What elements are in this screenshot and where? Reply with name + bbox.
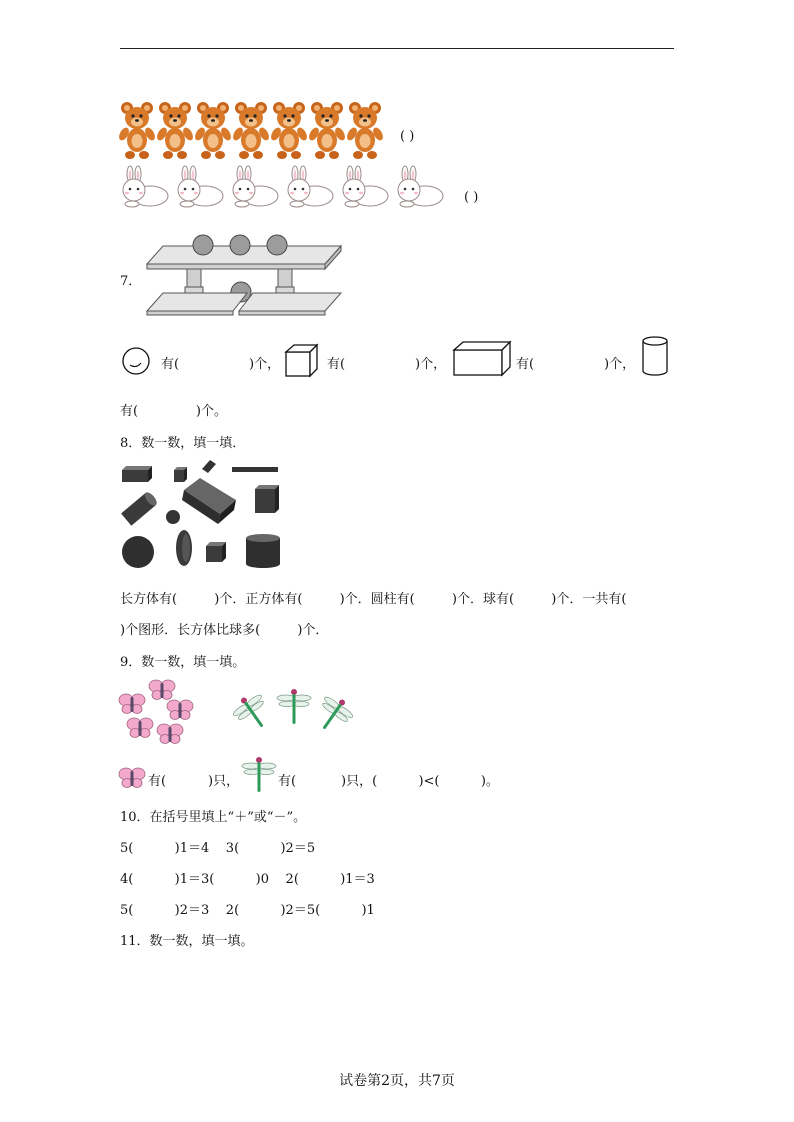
q7-cylinder-line: 有( )个。 — [120, 404, 227, 419]
q8-line2: )个图形．长方体比球多( )个． — [120, 623, 329, 638]
dragonflies-figure — [234, 684, 358, 734]
q9-butterfly-blank-open: 有( — [148, 774, 167, 789]
q9-compare-line: )只，( )<( )。 — [341, 774, 499, 789]
q10-title: 10．在括号里填上“＋”或“－”。 — [120, 810, 307, 825]
q10-row-3: 5( )2＝3 2( )2＝5( )1 — [120, 903, 375, 918]
q11-title: 11．数一数，填一填。 — [120, 934, 254, 949]
butterfly-icon — [118, 766, 146, 790]
rabbits-answer-blank[interactable]: ( ) — [464, 190, 479, 205]
rabbit-row-image — [118, 166, 453, 210]
q9-butterfly-blank-close: )只， — [208, 774, 240, 789]
cylinder-icon — [641, 335, 669, 377]
bear-row-image — [118, 100, 393, 162]
header-rule — [120, 48, 674, 49]
q7-cube-blank-close: )个， — [415, 357, 447, 372]
page-footer: 试卷第2页，共7页 — [339, 1073, 455, 1089]
q9-title: 9．数一数，填一填。 — [120, 655, 246, 670]
q9-dragonfly-blank-open: 有( — [278, 774, 297, 789]
q7-cuboid-blank-close: )个， — [604, 357, 636, 372]
sphere-icon — [121, 346, 151, 376]
cube-icon — [284, 343, 320, 379]
q8-title: 8．数一数，填一填． — [120, 436, 246, 451]
q8-line1: 长方体有( )个．正方体有( )个．圆柱有( )个．球有( )个．一共有( — [120, 592, 627, 607]
q7-sphere-blank-open: 有( — [161, 357, 180, 372]
q7-sphere-blank-close: )个， — [249, 357, 281, 372]
dragonfly-icon — [242, 756, 276, 794]
q10-row-1: 5( )1＝4 3( )2＝5 — [120, 841, 316, 856]
bears-answer-blank[interactable]: ( ) — [400, 129, 415, 144]
butterflies-figure — [118, 676, 198, 748]
cuboid-icon — [452, 340, 512, 378]
q7-number: 7． — [120, 274, 142, 289]
q7-shelf-figure — [145, 230, 345, 316]
q7-cuboid-blank-open: 有( — [516, 357, 535, 372]
q7-cube-blank-open: 有( — [327, 357, 346, 372]
q8-solids-figure — [118, 458, 288, 570]
q10-row-2: 4( )1＝3( )0 2( )1＝3 — [120, 872, 375, 887]
